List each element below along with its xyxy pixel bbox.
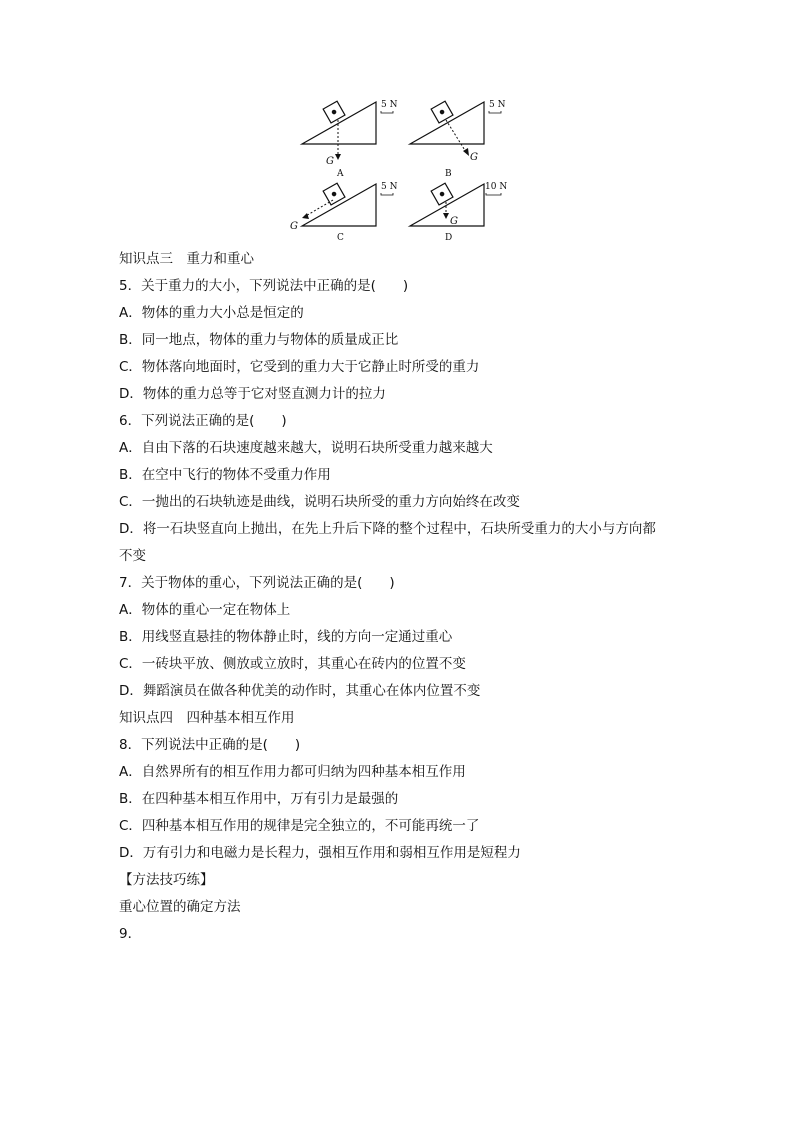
q5-option-b: B．同一地点，物体的重力与物体的质量成正比	[119, 332, 399, 348]
q8-option-a: A．自然界所有的相互作用力都可归纳为四种基本相互作用	[119, 764, 466, 780]
q6-option-c: C．一抛出的石块轨迹是曲线，说明石块所受的重力方向始终在改变	[119, 494, 520, 510]
section-heading-4: 知识点四 四种基本相互作用	[119, 710, 295, 726]
question-8-stem: 8．下列说法中正确的是( )	[119, 737, 301, 753]
question-6-stem: 6．下列说法正确的是( )	[119, 413, 287, 429]
scale-label-c: 5 N	[381, 182, 398, 192]
force-label-a: G	[326, 156, 334, 167]
force-label-c: G	[290, 221, 298, 232]
force-label-d: G	[450, 216, 458, 227]
q6-option-b: B．在空中飞行的物体不受重力作用	[119, 467, 331, 483]
q6-option-a: A．自由下落的石块速度越来越大，说明石块所受重力越来越大	[119, 440, 493, 456]
figure-row-cd	[290, 180, 520, 260]
figure-letter-b: B	[445, 169, 452, 179]
method-section-heading: 【方法技巧练】	[119, 872, 214, 888]
figure-row-ab	[300, 98, 520, 178]
q7-option-a: A．物体的重心一定在物体上	[119, 602, 291, 618]
question-7-stem: 7．关于物体的重心，下列说法正确的是( )	[119, 575, 395, 591]
figure-letter-d: D	[445, 233, 453, 243]
q7-option-b: B．用线竖直悬挂的物体静止时，线的方向一定通过重心	[119, 629, 453, 645]
q5-option-c: C．物体落向地面时，它受到的重力大于它静止时所受的重力	[119, 359, 480, 375]
q7-option-d: D．舞蹈演员在做各种优美的动作时，其重心在体内位置不变	[119, 683, 481, 699]
figure-letter-c: C	[337, 233, 344, 243]
q5-option-d: D．物体的重力总等于它对竖直测力计的拉力	[119, 386, 386, 402]
question-9-stem: 9．	[119, 926, 142, 942]
q8-option-b: B．在四种基本相互作用中，万有引力是最强的	[119, 791, 399, 807]
section-heading-3: 知识点三 重力和重心	[119, 251, 254, 267]
q6-option-d-continued: 不变	[119, 548, 146, 564]
q6-option-d: D．将一石块竖直向上抛出，在先上升后下降的整个过程中，石块所受重力的大小与方向都	[119, 521, 656, 537]
figure-c	[290, 180, 400, 244]
scale-label-a: 5 N	[381, 100, 398, 110]
scale-label-b: 5 N	[489, 100, 506, 110]
figure-b	[408, 98, 508, 180]
scale-label-d: 10 N	[485, 182, 508, 192]
q8-option-d: D．万有引力和电磁力是长程力，强相互作用和弱相互作用是短程力	[119, 845, 521, 861]
force-label-b: G	[470, 152, 478, 163]
q7-option-c: C．一砖块平放、侧放或立放时，其重心在砖内的位置不变	[119, 656, 466, 672]
method-subheading: 重心位置的确定方法	[119, 899, 241, 915]
figure-a	[300, 98, 400, 180]
figure-letter-a: A	[337, 169, 344, 179]
q5-option-a: A．物体的重力大小总是恒定的	[119, 305, 304, 321]
figure-d	[408, 180, 508, 244]
q8-option-c: C．四种基本相互作用的规律是完全独立的，不可能再统一了	[119, 818, 480, 834]
question-5-stem: 5．关于重力的大小，下列说法中正确的是( )	[119, 278, 409, 294]
